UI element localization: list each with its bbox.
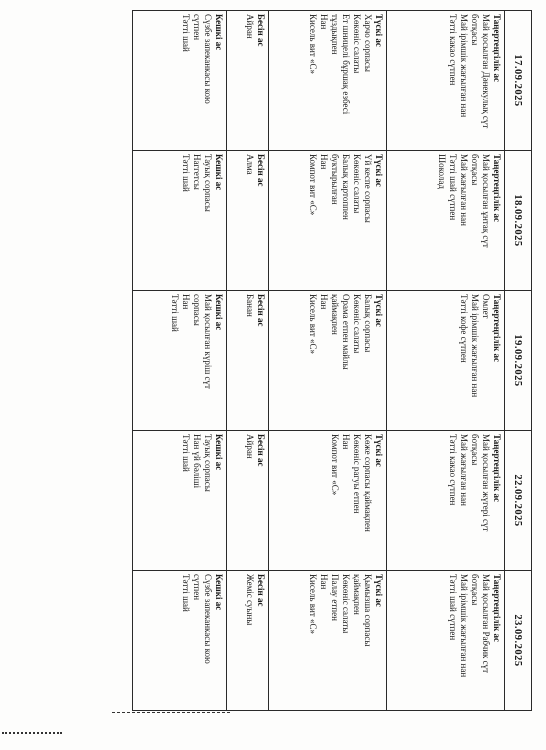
meal-title: Кешкі ас [213, 294, 224, 331]
dish: Ет шницелі бұршақ езбесі [341, 14, 351, 115]
breakfast-cell [387, 11, 505, 151]
dish: Айран [245, 434, 255, 459]
dish: ботқасы [470, 154, 480, 186]
meal-title: Бесін ас [256, 294, 266, 327]
dish: Жеміс суыны [245, 574, 255, 626]
dish: Көже сорпасы қаймақпен [363, 434, 373, 532]
meal-title: Таңертеңгілік ас [492, 434, 502, 503]
dish: Тәтті шай сүтпен [448, 574, 458, 641]
snack-cell [226, 11, 268, 151]
dish: Шоколад [437, 154, 447, 189]
menu-sheet [132, 10, 532, 710]
meal-title: Түскі ас [374, 154, 384, 187]
meal-title: Кешкі ас [213, 574, 224, 611]
dish: Палау етпен [330, 574, 340, 621]
meal-title: Таңертеңгілік ас [492, 294, 502, 363]
breakfast-cell [387, 431, 505, 571]
dish: Май қосылған күріш сүт [202, 294, 213, 389]
dish: ботқасы [470, 14, 480, 46]
dish: Көкөніс рагуы етпен [352, 434, 362, 514]
dish: Сүзбе запеканкасы кою [202, 14, 213, 104]
meal-title: Таңертеңгілік ас [492, 154, 502, 223]
lunch-cell [269, 11, 387, 151]
dish: Алма [245, 154, 255, 175]
dish: Май ірімшік жағылған нан [459, 14, 469, 118]
dinner-cell [133, 571, 227, 711]
dinner-cell [133, 431, 227, 571]
snack-cell [226, 431, 268, 571]
date-header: 18.09.2025 [505, 151, 532, 291]
dish: Харчо сорпасы [363, 14, 373, 72]
dish: Нан үй бәліші [191, 434, 202, 489]
meal-title: Таңертеңгілік ас [492, 574, 502, 643]
dish: Айран [245, 14, 255, 39]
dish: ботқасы [470, 434, 480, 466]
meal-title: Бесін ас [256, 434, 266, 467]
breakfast-cell [387, 571, 505, 711]
dish: Май жағылған нан [459, 434, 469, 506]
dish: қаймақпен [330, 294, 340, 335]
dish: Нан [341, 434, 351, 450]
dish: Банан [245, 294, 255, 317]
snack-row [226, 11, 268, 711]
lunch-cell [269, 151, 387, 291]
dish: Омлет [481, 294, 491, 319]
dish: Тәтті шай [180, 434, 191, 472]
date-header: 22.09.2025 [505, 431, 532, 571]
dish: буктырылған [330, 154, 340, 205]
dinner-cell [133, 291, 227, 431]
dish: Тәтті шай [169, 294, 180, 332]
lunch-cell [269, 291, 387, 431]
dish: Нан [180, 294, 191, 310]
dish: Көкөніс салаты [352, 154, 362, 214]
dish: Көкөніс салаты [341, 574, 351, 634]
lunch-cell [269, 571, 387, 711]
dish: Май ірімшік жағылған нан [459, 574, 469, 678]
meal-title: Таңертеңгілік ас [492, 14, 502, 83]
menu-table [132, 10, 532, 711]
dinner-row [133, 11, 227, 711]
scan-artifact-line [112, 712, 230, 713]
dish: Нан [319, 574, 329, 590]
meal-title: Бесін ас [256, 154, 266, 187]
breakfast-cell [387, 291, 505, 431]
dish: Кисель вит «С» [308, 294, 318, 355]
dish: Кисель вит «С» [308, 574, 318, 635]
dish: Тәтті какао сүтпен [448, 14, 458, 86]
dish: Көкөніс салаты [352, 294, 362, 354]
dish: тұздықпен [330, 14, 340, 55]
dish: Компот вит «С» [308, 154, 318, 216]
dish: Наггетсы [191, 154, 202, 190]
date-header: 23.09.2025 [505, 571, 532, 711]
dish: Компот вит «С» [330, 434, 340, 496]
meal-title: Түскі ас [374, 294, 384, 327]
dish: Тәтті кофе сүтпен [459, 294, 469, 363]
meal-title: Кешкі ас [213, 154, 224, 191]
date-header-row [505, 11, 532, 711]
meal-title: Бесін ас [256, 14, 266, 47]
dish: сорпасы [191, 294, 202, 326]
dish: Балық сорпасы [363, 294, 373, 353]
dish: Тәтті шай [180, 154, 191, 192]
dish: Май жағылған нан [459, 154, 469, 226]
dish: Май қосылған ұнтақ сүт [481, 154, 491, 248]
dish: Тауық сорпасы [202, 434, 213, 492]
dish: Көкөніс салаты [352, 14, 362, 74]
snack-cell [226, 291, 268, 431]
meal-title: Кешкі ас [213, 434, 224, 471]
dish: Нан [319, 294, 329, 310]
meal-title: Кешкі ас [213, 14, 224, 51]
dish: сүтпен [191, 574, 202, 601]
dish: Май қосылған жүгері сүт [481, 434, 491, 532]
date-header: 17.09.2025 [505, 11, 532, 151]
dish: сүтпен [191, 14, 202, 41]
breakfast-cell [387, 151, 505, 291]
dish: Қымызша сорпасы [363, 574, 373, 647]
dish: Май қосылған Рабчик сүт [481, 574, 491, 674]
dish: Тәтті какао сүтпен [448, 434, 458, 506]
dish: Сүзбе запеканкасы кою [202, 574, 213, 664]
dish: Кисель вит «С» [308, 14, 318, 75]
dish: ботқасы [470, 574, 480, 606]
dish: Балық картоппен [341, 154, 351, 220]
dish: Тәтті шай [180, 574, 191, 612]
dish: Май ірімшік жағылған нан [470, 294, 480, 398]
meal-title: Бесін ас [256, 574, 266, 607]
dish: Тәтті шай сүтпен [448, 154, 458, 221]
dish: Тәтті шай [180, 14, 191, 52]
dinner-cell [133, 151, 227, 291]
meal-title: Түскі ас [374, 14, 384, 47]
scan-artifact-mark [2, 732, 62, 734]
breakfast-row [387, 11, 505, 711]
dish: Май қосылған Дәнекулық сүт [481, 14, 491, 129]
date-header: 19.09.2025 [505, 291, 532, 431]
snack-cell [226, 571, 268, 711]
dish: Үй кеспе сорпасы [363, 154, 373, 223]
lunch-row [269, 11, 387, 711]
dish: Орама етпен майлы [341, 294, 351, 370]
snack-cell [226, 151, 268, 291]
meal-title: Түскі ас [374, 434, 384, 467]
dish: Нан [319, 14, 329, 30]
meal-title: Түскі ас [374, 574, 384, 607]
dish: Тауық сорпасы [202, 154, 213, 212]
dish: қаймақпен [352, 574, 362, 615]
lunch-cell [269, 431, 387, 571]
dinner-cell [133, 11, 227, 151]
dish: Нан [319, 154, 329, 170]
